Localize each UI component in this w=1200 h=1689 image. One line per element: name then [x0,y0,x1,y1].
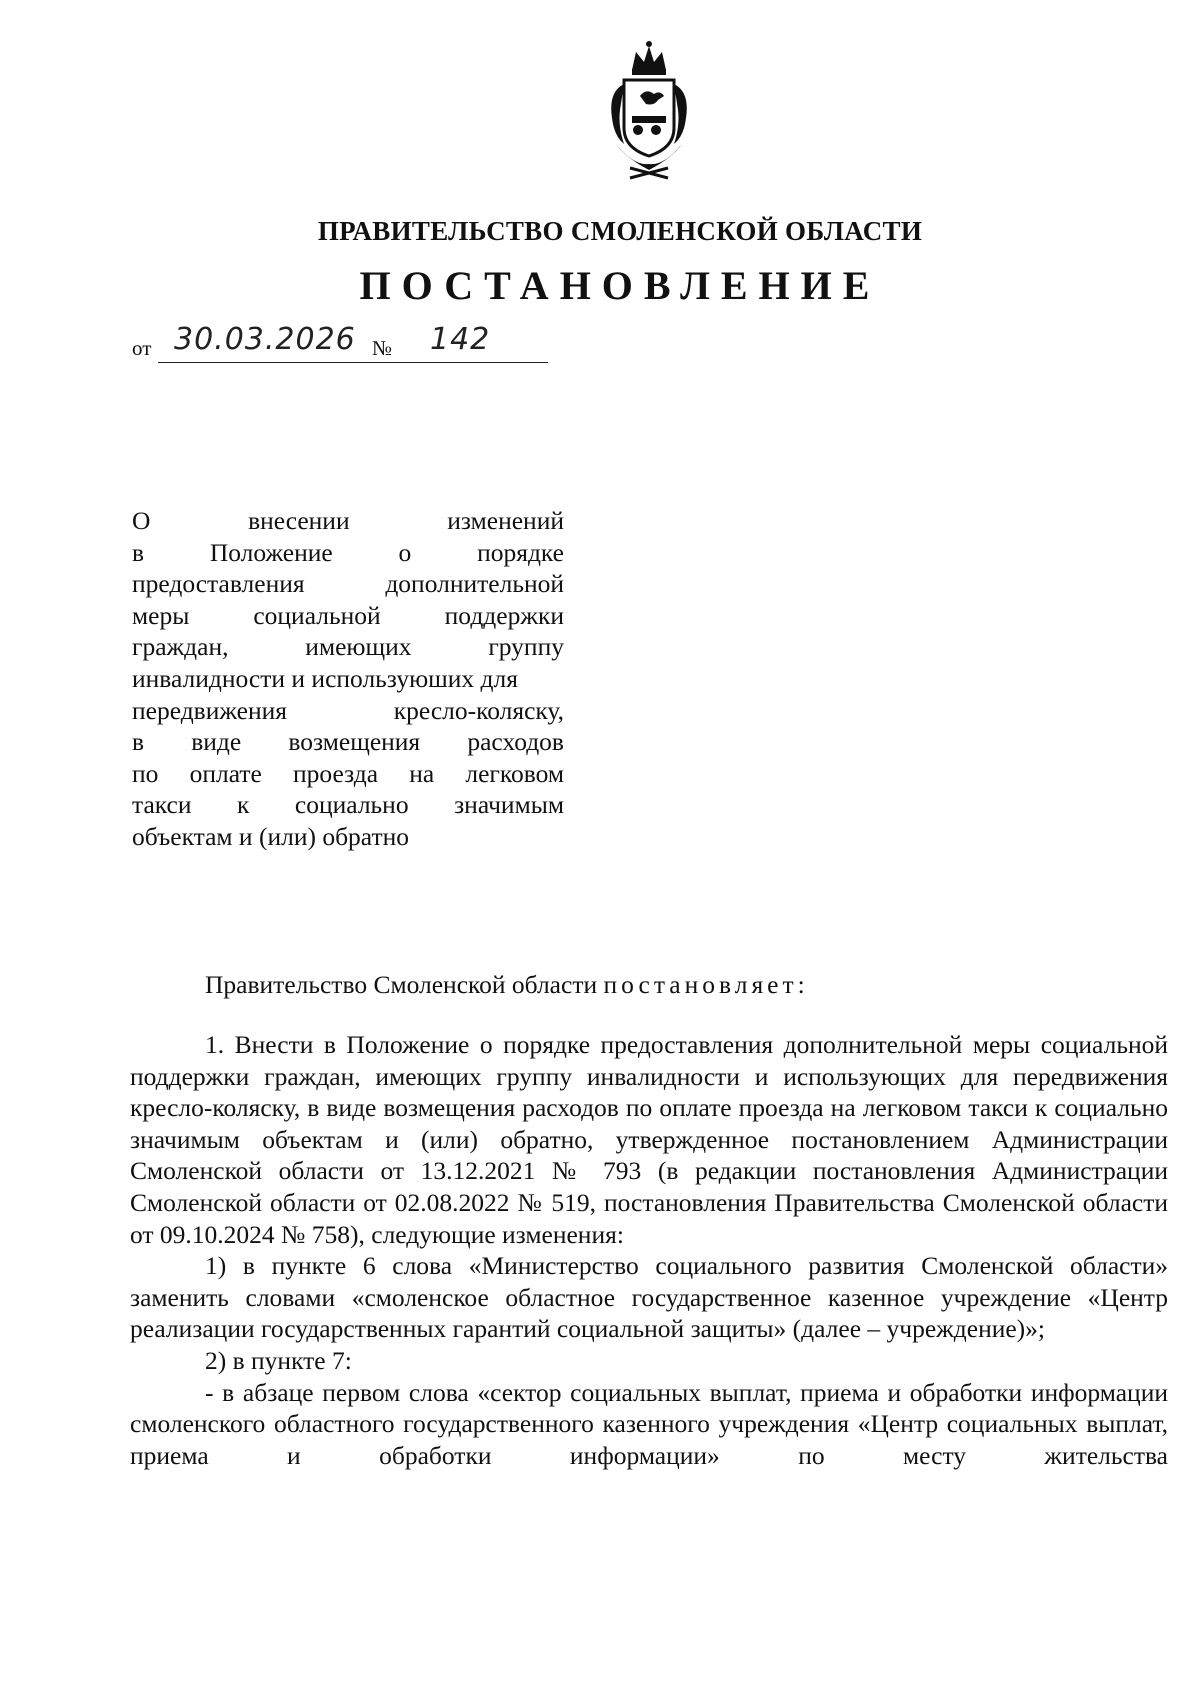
preamble-text: Правительство Смоленской области [205,970,598,999]
title-word: О [132,506,151,535]
document-type: ПОСТАНОВЛЕНИЕ [359,263,881,308]
title-word: порядке [477,537,564,567]
title-line [132,695,564,727]
title-word: проезда [293,758,379,788]
title-word: к [237,790,250,820]
handwritten-number: 142 [430,322,491,357]
title-line [132,789,564,821]
title-line [132,568,564,600]
title-line [132,726,564,758]
title-word: имеющих [305,632,412,662]
title-word: значимым [454,790,564,820]
title-word: меры [132,600,190,630]
title-word: внесении [248,506,350,535]
title-line [132,537,564,569]
paragraph-4: - в абзаце первом слова «сектор социальных выплат, приема и обработки информации смоленского областного государственного казенного учреждения «Центр социальных выплат, приема и обработки информации» по месту жительства [130,1377,1168,1470]
title-word: инвалидности и используюших для [132,663,518,693]
body-text [130,1029,1168,1471]
number-prefix: № [372,336,393,360]
preamble [205,970,1105,1000]
title-word: по [132,758,159,788]
paragraph-2: 1) в пункте 6 слова «Министерство социального развития Смоленской области» заменить словами «смоленское областное государственное казенное учреждение «Центр реализации государственных гарантий социальной защиты» (далее – учреждение)»; [130,1251,1168,1344]
date-underline [158,362,408,363]
title-word: в [132,537,145,567]
title-word: кресло-коляску, [393,695,564,725]
date-prefix: от [132,336,152,360]
paragraph-3: 2) в пункте 7: [205,1345,352,1375]
smolensk-coat-of-arms-icon [594,40,704,180]
title-word: расходов [467,727,564,757]
title-word: предоставления [132,569,305,599]
title-line [132,663,564,695]
title-word: возмещения [288,727,421,757]
number-underline [402,362,548,363]
title-line [132,600,564,632]
date-number-line [132,322,612,366]
title-word: Положение [209,537,333,567]
title-word: граждан, [132,632,229,662]
title-word: объектам и (или) обратно [132,821,410,851]
title-word: в [132,727,145,757]
title-word: социально [294,790,409,820]
title-word: такси [132,790,192,820]
title-word: на [409,758,435,788]
title-word: о [398,537,412,567]
title-line [132,758,564,790]
title-word: оплате [189,758,262,788]
title-word: передвижения [132,695,287,725]
title-word: поддержки [444,600,564,630]
paragraph-1: 1. Внести в Положение о порядке предоставления дополнительной меры социальной поддержки граждан, имеющих группу инвалидности и использующих для передвижения кресло-коляску, в виде возмещения расходов по оплате проезда на легковом такси к социально значимым объектам и (или) обратно, утвержденное постановлением Администрации Смоленской области от 13.12.2021 № 793 (в редакции постановления Администрации Смоленской области от 02.08.2022 № 519, постановления Правительства Смоленской области от 09.10.2024 № 758), следующие изменения: [130,1030,1168,1249]
title-word: дополнительной [385,569,564,599]
title-word: легковом [465,758,564,788]
handwritten-date: 30.03.2026 [174,322,356,357]
title-word: группу [488,632,564,662]
title-word: виде [191,727,242,757]
organization-name: ПРАВИТЕЛЬСТВО СМОЛЕНСКОЙ ОБЛАСТИ [317,216,923,246]
title-line [132,631,564,663]
title-line [132,821,564,853]
title-line [132,505,564,537]
title-word: изменений [447,506,564,535]
title-word: социальной [253,600,381,630]
preamble-spaced-word: постановляет: [603,970,809,999]
document-title [132,505,564,853]
